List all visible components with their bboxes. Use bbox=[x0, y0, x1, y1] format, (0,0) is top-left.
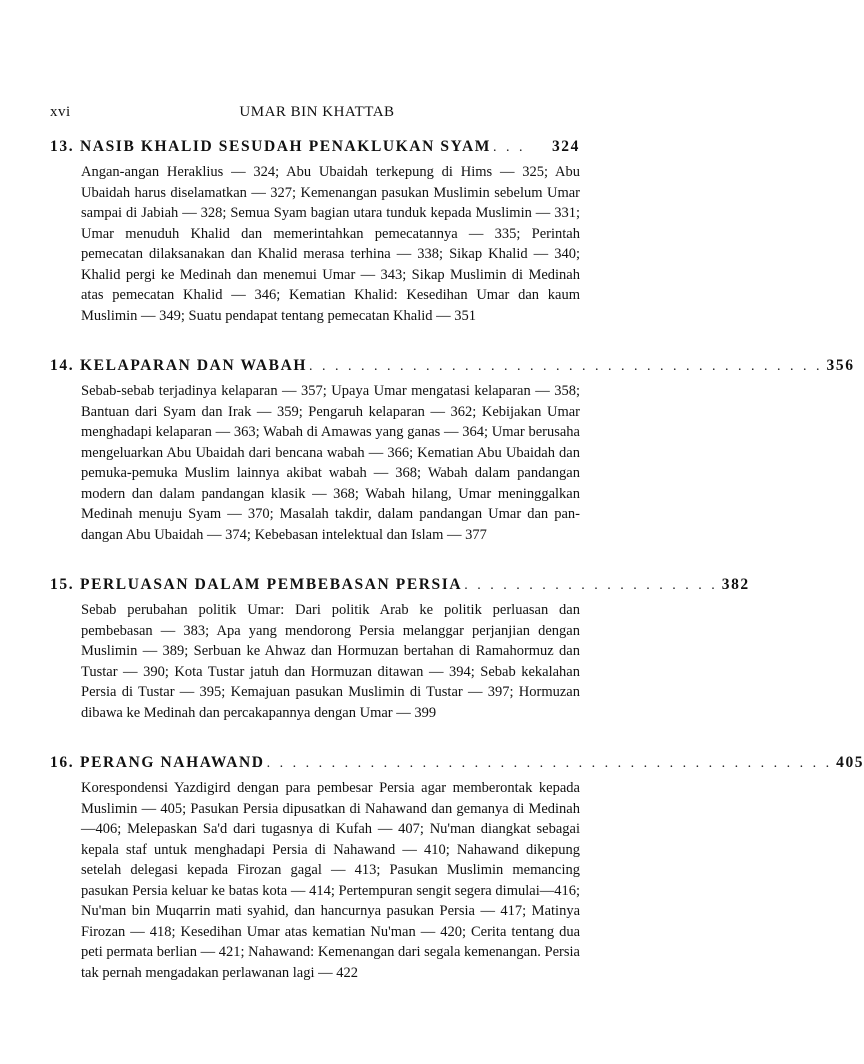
chapter-heading bbox=[50, 137, 580, 158]
chapter-heading bbox=[50, 575, 750, 596]
leader-dots: . . . bbox=[493, 140, 526, 155]
page-number: xvi bbox=[50, 104, 71, 120]
chapter-14 bbox=[50, 356, 855, 545]
chapter-title: KELAPARAN DAN WABAH bbox=[80, 357, 308, 374]
leader-dots: . . . . . . . . . . . . . . . . . . . . . . . . . . . . . . . . . . . . . . . . bbox=[309, 359, 823, 374]
chapter-page: 324 bbox=[551, 138, 580, 155]
running-title: UMAR BIN KHATTAB bbox=[239, 104, 395, 120]
chapter-heading bbox=[50, 753, 864, 774]
leader-dots: . . . . . . . . . . . . . . . . . . . . . . . . . . . . . . . . . . . . . . . . . . . . bbox=[266, 756, 833, 771]
chapter-summary: Sebab perubahan politik Umar: Dari politik Arab ke politik perluasan dan pembebasan — 383; Apa yang mendorong Persia melanggar perjanjian dengan Muslimin — 389; Serbuan ke Ahwaz dan Hormuzan bertahan di Ramahormuz dan Tustar — 390; Kota Tustar jatuh dan Hormuzan ditawan — 394; Sebab kekalahan Persia di Tustar — 395; Kemajuan pasukan Muslimin di Tustar — 397; Hormuzan dibawa ke Medinah dan percakapannya dengan Umar — 399 bbox=[81, 602, 580, 721]
leader-dots: . . . . . . . . . . . . . . . . . . . . bbox=[464, 578, 718, 593]
chapter-page: 382 bbox=[721, 576, 750, 593]
chapter-heading bbox=[50, 356, 855, 377]
chapter-summary: Angan-angan Heraklius — 324; Abu Ubaidah terkepung di Hims — 325; Abu Ubaidah harus diselamatkan — 327; Kemenangan pasukan Muslimin sebelum Umar sampai di Jabiah — 328; Semua Syam bagian utara tunduk kepada Muslimin — 331; Umar menuduh Khalid dan memerintahkan pemecatannya — 335; Perintah pemecatan dilaksanakan dan Khalid merasa terhina — 338; Sikap Khalid — 340; Khalid pergi ke Medinah dan menemui Umar — 343; Sikap Muslimin di Medinah atas pemecatan Khalid — 346; Kematian Khalid: Kesedihan Umar dan kaum Muslimin — 349; Suatu pendapat tentang pemecatan Khalid — 351 bbox=[81, 164, 580, 324]
chapter-number: 16. bbox=[50, 754, 75, 771]
chapter-number: 15. bbox=[50, 576, 75, 593]
chapter-page: 405 bbox=[836, 754, 864, 771]
chapter-title: NASIB KHALID SESUDAH PENAKLUKAN SYAM bbox=[80, 138, 492, 155]
chapter-summary: Sebab-sebab terjadinya kelaparan — 357; Upaya Umar mengatasi kelaparan — 358; Bantuan dari Syam dan Irak — 359; Pengaruh kelaparan — 362; Kebijakan Umar menghadapi kelaparan — 363; Wabah di Amawas yang ganas — 364; Umar berusaha mengeluarkan Abu Ubaidah dari bencana wabah — 366; Kematian Abu Ubaidah dan pemuka-pemuka Muslim lainnya akibat wabah — 368; Wabah dalam pandangan modern dan dalam pandangan klasik — 368; Wabah hilang, Umar meninggalkan Medinah menuju Syam — 370; Masalah takdir, dalam pandangan Umar dan pandangan Abu Ubaidah — 374; Kebebasan intelektual dan Islam — 377 bbox=[81, 383, 580, 543]
chapter-13 bbox=[50, 137, 580, 326]
chapter-summary: Korespondensi Yazdigird dengan para pembesar Persia agar memberontak kepada Muslimin — 405; Pasukan Persia dipusatkan di Nahawand dan gemanya di Medinah —406; Melepaskan Sa'd dari tugasnya di Kufah — 407; Nu'man diangkat sebagai kepala staf untuk menghadapi Persia di Nahawand — 410; Nahawand dikepung setelah delegasi kepada Firozan gagal — 413; Pasukan Muslimin memancing pasukan Persia keluar ke batas kota — 414; Pertempuran sengit segera dimulai—416; Nu'man bin Muqarrin mati syahid, dan hancurnya pasukan Persia — 417; Matinya Firozan — 418; Kesedihan Umar atas kematian Nu'man — 420; Cerita tentang dua peti permata berlian — 421; Nahawand: Kemenangan dari segala kemenangan. Persia tak pernah mengadakan perlawanan lagi — 422 bbox=[81, 780, 580, 981]
chapter-16 bbox=[50, 753, 864, 983]
chapter-title: PERLUASAN DALAM PEMBEBASAN PERSIA bbox=[80, 576, 463, 593]
chapter-number: 14. bbox=[50, 357, 75, 374]
chapter-title: PERANG NAHAWAND bbox=[80, 754, 265, 771]
table-of-contents bbox=[50, 137, 864, 1013]
chapter-15 bbox=[50, 575, 750, 723]
chapter-number: 13. bbox=[50, 138, 75, 155]
chapter-page: 356 bbox=[826, 357, 855, 374]
